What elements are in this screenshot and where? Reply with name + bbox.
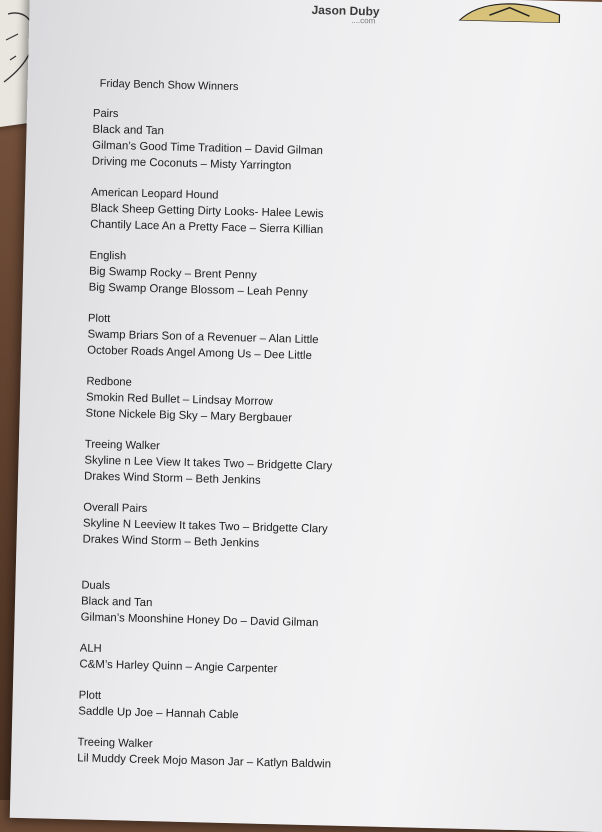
section-heading: Plott xyxy=(78,689,102,702)
section-heading: ALH xyxy=(79,642,102,655)
section-english xyxy=(89,248,560,307)
list-item: Big Swamp Orange Blossom – Leah Penny xyxy=(88,281,308,299)
list-item: Skyline N Leeview It takes Two – Bridgette Clary xyxy=(82,517,328,536)
section-treeing-walker-duals xyxy=(77,734,548,777)
section-plott xyxy=(87,311,558,370)
section-overall-pairs xyxy=(82,499,553,558)
section-plott-duals xyxy=(78,687,549,730)
header-subtext: ....com xyxy=(351,15,376,26)
list-item: Big Swamp Rocky – Brent Penny xyxy=(88,265,257,282)
list-item: October Roads Angel Among Us – Dee Little xyxy=(87,344,313,362)
section-duals xyxy=(80,577,551,636)
list-item: Drakes Wind Storm – Beth Jenkins xyxy=(83,470,261,487)
list-item: Swamp Briars Son of a Revenuer – Alan Little xyxy=(87,328,319,347)
list-item: Stone Nickele Big Sky – Mary Bergbauer xyxy=(85,407,293,425)
page-title: Friday Bench Show Winners xyxy=(99,77,239,94)
section-heading: Redbone xyxy=(86,375,132,389)
section-alh xyxy=(79,640,550,683)
section-treeing-walker xyxy=(84,436,555,495)
section-pairs xyxy=(92,106,563,181)
list-item: Lil Muddy Creek Mojo Mason Jar – Katlyn Baldwin xyxy=(77,752,332,771)
section-heading: English xyxy=(89,249,127,263)
section-heading: Treeing Walker xyxy=(77,736,153,751)
section-heading: Treeing Walker xyxy=(84,438,161,453)
results-list xyxy=(77,76,564,793)
list-item: Drakes Wind Storm – Beth Jenkins xyxy=(82,533,260,550)
section-heading: Overall Pairs xyxy=(83,501,148,516)
section-american-leopard-hound xyxy=(90,185,561,244)
paper-sheet xyxy=(10,0,602,832)
list-item: Gilman’s Good Time Tradition – David Gilman xyxy=(92,139,324,158)
section-heading: Pairs xyxy=(92,107,119,121)
list-item: Smokin Red Bullet – Lindsay Morrow xyxy=(85,391,273,409)
list-item: Driving me Coconuts – Misty Yarrington xyxy=(91,155,292,173)
logo-art-icon xyxy=(449,0,570,23)
list-item: Black Sheep Getting Dirty Looks- Halee Lewis xyxy=(90,202,324,221)
header-name: Jason Duby xyxy=(311,2,380,19)
section-heading: Plott xyxy=(87,312,111,326)
section-redbone xyxy=(85,373,556,432)
section-heading: American Leopard Hound xyxy=(90,186,219,202)
list-item: Chantily Lace An a Pretty Face – Sierra Killian xyxy=(90,218,324,237)
list-item: Skyline n Lee View It takes Two – Bridgette Clary xyxy=(84,454,333,473)
list-item: Black and Tan xyxy=(92,123,165,138)
list-item: Black and Tan xyxy=(80,595,153,610)
section-heading: Duals xyxy=(81,579,111,593)
list-item: C&M’s Harley Quinn – Angie Carpenter xyxy=(79,658,278,676)
list-item: Gilman’s Moonshine Honey Do – David Gilman xyxy=(80,611,319,630)
list-item: Saddle Up Joe – Hannah Cable xyxy=(78,705,239,722)
